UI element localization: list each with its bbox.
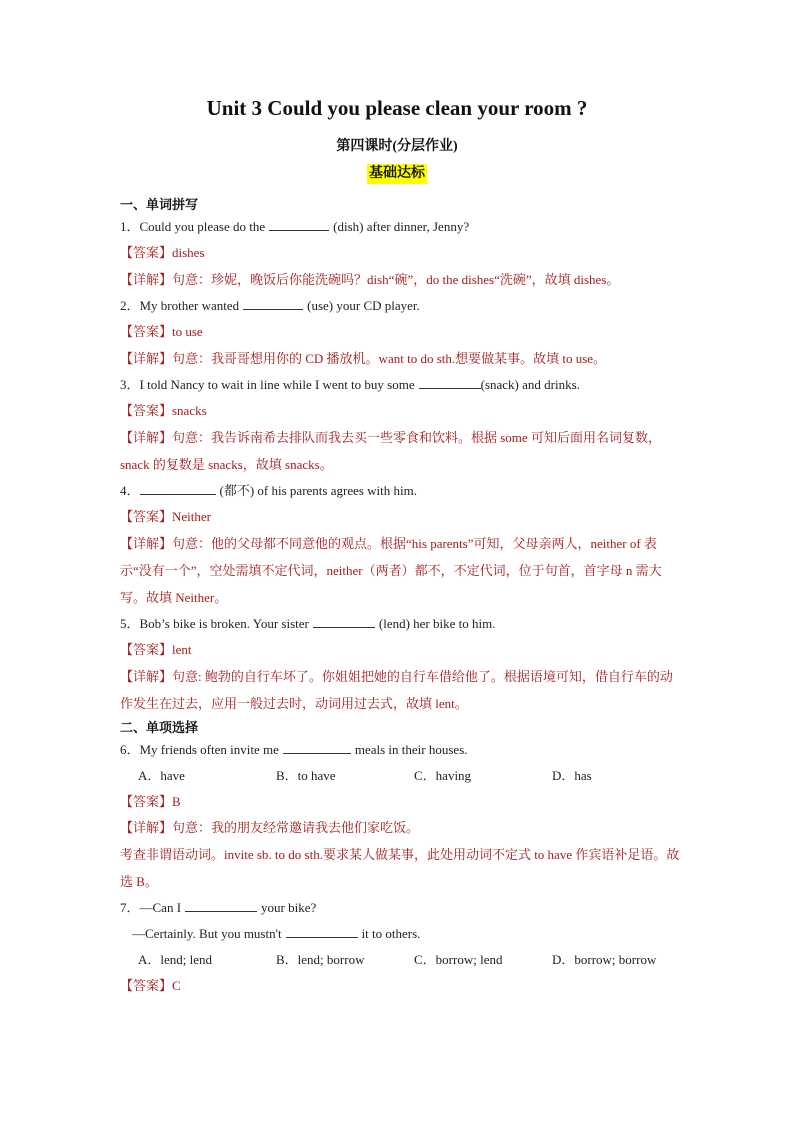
question-3 [120, 372, 680, 398]
option-d: D．has [552, 768, 592, 783]
question-text: (都不) of his parents agrees with him. [219, 483, 417, 498]
option-d: D．borrow; borrow [552, 952, 657, 967]
question-text: 4． [120, 483, 140, 498]
option-a: A．have [138, 768, 185, 783]
answer-blank [269, 217, 329, 231]
question-text: it to others. [361, 926, 421, 941]
question-text: 7．—Can I [120, 900, 182, 915]
answer-blank [286, 924, 358, 938]
detail-3: 【详解】句意：我告诉南希去排队而我去买一些零食和饮料。根据 some 可知后面用名词复数，snack 的复数是 snacks，故填 snacks。 [120, 430, 661, 472]
question-1 [120, 214, 680, 240]
level-label-highlight: 基础达标 [367, 164, 427, 184]
option-b: B．to have [276, 768, 336, 783]
question-text: (lend) her bike to him. [378, 616, 496, 631]
option-b: B．lend; borrow [276, 952, 365, 967]
question-4 [120, 478, 680, 504]
question-7 [120, 895, 680, 921]
detail-1: 【详解】句意：珍妮，晚饭后你能洗碗吗？dish“碗”，do the dishes“洗碗”，故填 dishes。 [120, 272, 620, 287]
question-2 [120, 293, 680, 319]
options-6 [120, 763, 680, 789]
answer-6: 【答案】B [120, 794, 181, 809]
section-heading-choice: 二、单项选择 [120, 720, 199, 735]
page-subtitle: 第四课时(分层作业) [336, 139, 458, 154]
question-text: —Certainly. But you mustn't [132, 926, 282, 941]
answer-1: 【答案】dishes [120, 245, 205, 260]
answer-blank [243, 296, 303, 310]
answer-7: 【答案】C [120, 978, 181, 993]
detail-2: 【详解】句意：我哥哥想用你的 CD 播放机。want to do sth.想要做某事。故填 to use。 [120, 351, 607, 366]
question-text: 1．Could you please do the [120, 219, 266, 234]
question-text: 3．I told Nancy to wait in line while I went to buy some [120, 377, 415, 392]
level-label-wrap [0, 164, 794, 184]
detail-6: 【详解】句意：我的朋友经常邀请我去他们家吃饭。 [120, 820, 420, 835]
option-c: C．borrow; lend [414, 952, 503, 967]
answer-blank [313, 614, 375, 628]
question-text: meals in their houses. [354, 742, 468, 757]
option-a: A．lend; lend [138, 952, 213, 967]
answer-5: 【答案】lent [120, 642, 192, 657]
question-6 [120, 737, 680, 763]
question-text: your bike? [261, 900, 317, 915]
answer-blank [140, 481, 216, 495]
answer-blank [419, 375, 481, 389]
answer-blank [283, 740, 351, 754]
question-text: 6．My friends often invite me [120, 742, 279, 757]
question-text: (use) your CD player. [307, 298, 420, 313]
detail-4: 【详解】句意：他的父母都不同意他的观点。根据“his parents”可知，父母亲两人，neither of 表示“没有一个”，空处需填不定代词，neither（两者）都不，不定代词，位于句首，首字母 n 需大写。故填 Neither。 [120, 536, 662, 605]
detail-5: 【详解】句意: 鲍勃的自行车坏了。你姐姐把她的自行车借给他了。根据语境可知，借自行车的动作发生在过去，应用一般过去时，动词用过去式，故填 lent。 [120, 669, 673, 711]
answer-4: 【答案】Neither [120, 509, 211, 524]
answer-blank [185, 898, 257, 912]
page-title: Unit 3 Could you please clean your room ? [206, 96, 588, 120]
answer-2: 【答案】to use [120, 324, 203, 339]
question-5 [120, 611, 680, 637]
worksheet-content [120, 196, 680, 999]
question-text: (snack) and drinks. [480, 377, 580, 392]
question-text: 2．My brother wanted [120, 298, 240, 313]
note-6: 考查非谓语动词。invite sb. to do sth.要求某人做某事，此处用动词不定式 to have 作宾语补足语。故选 B。 [120, 847, 680, 889]
option-c: C．having [414, 768, 472, 783]
options-7 [120, 947, 680, 973]
section-heading-spelling: 一、单词拼写 [120, 197, 199, 212]
question-7-line-2 [120, 921, 680, 947]
answer-3: 【答案】snacks [120, 403, 207, 418]
question-text: (dish) after dinner, Jenny? [333, 219, 470, 234]
question-text: 5．Bob’s bike is broken. Your sister [120, 616, 309, 631]
